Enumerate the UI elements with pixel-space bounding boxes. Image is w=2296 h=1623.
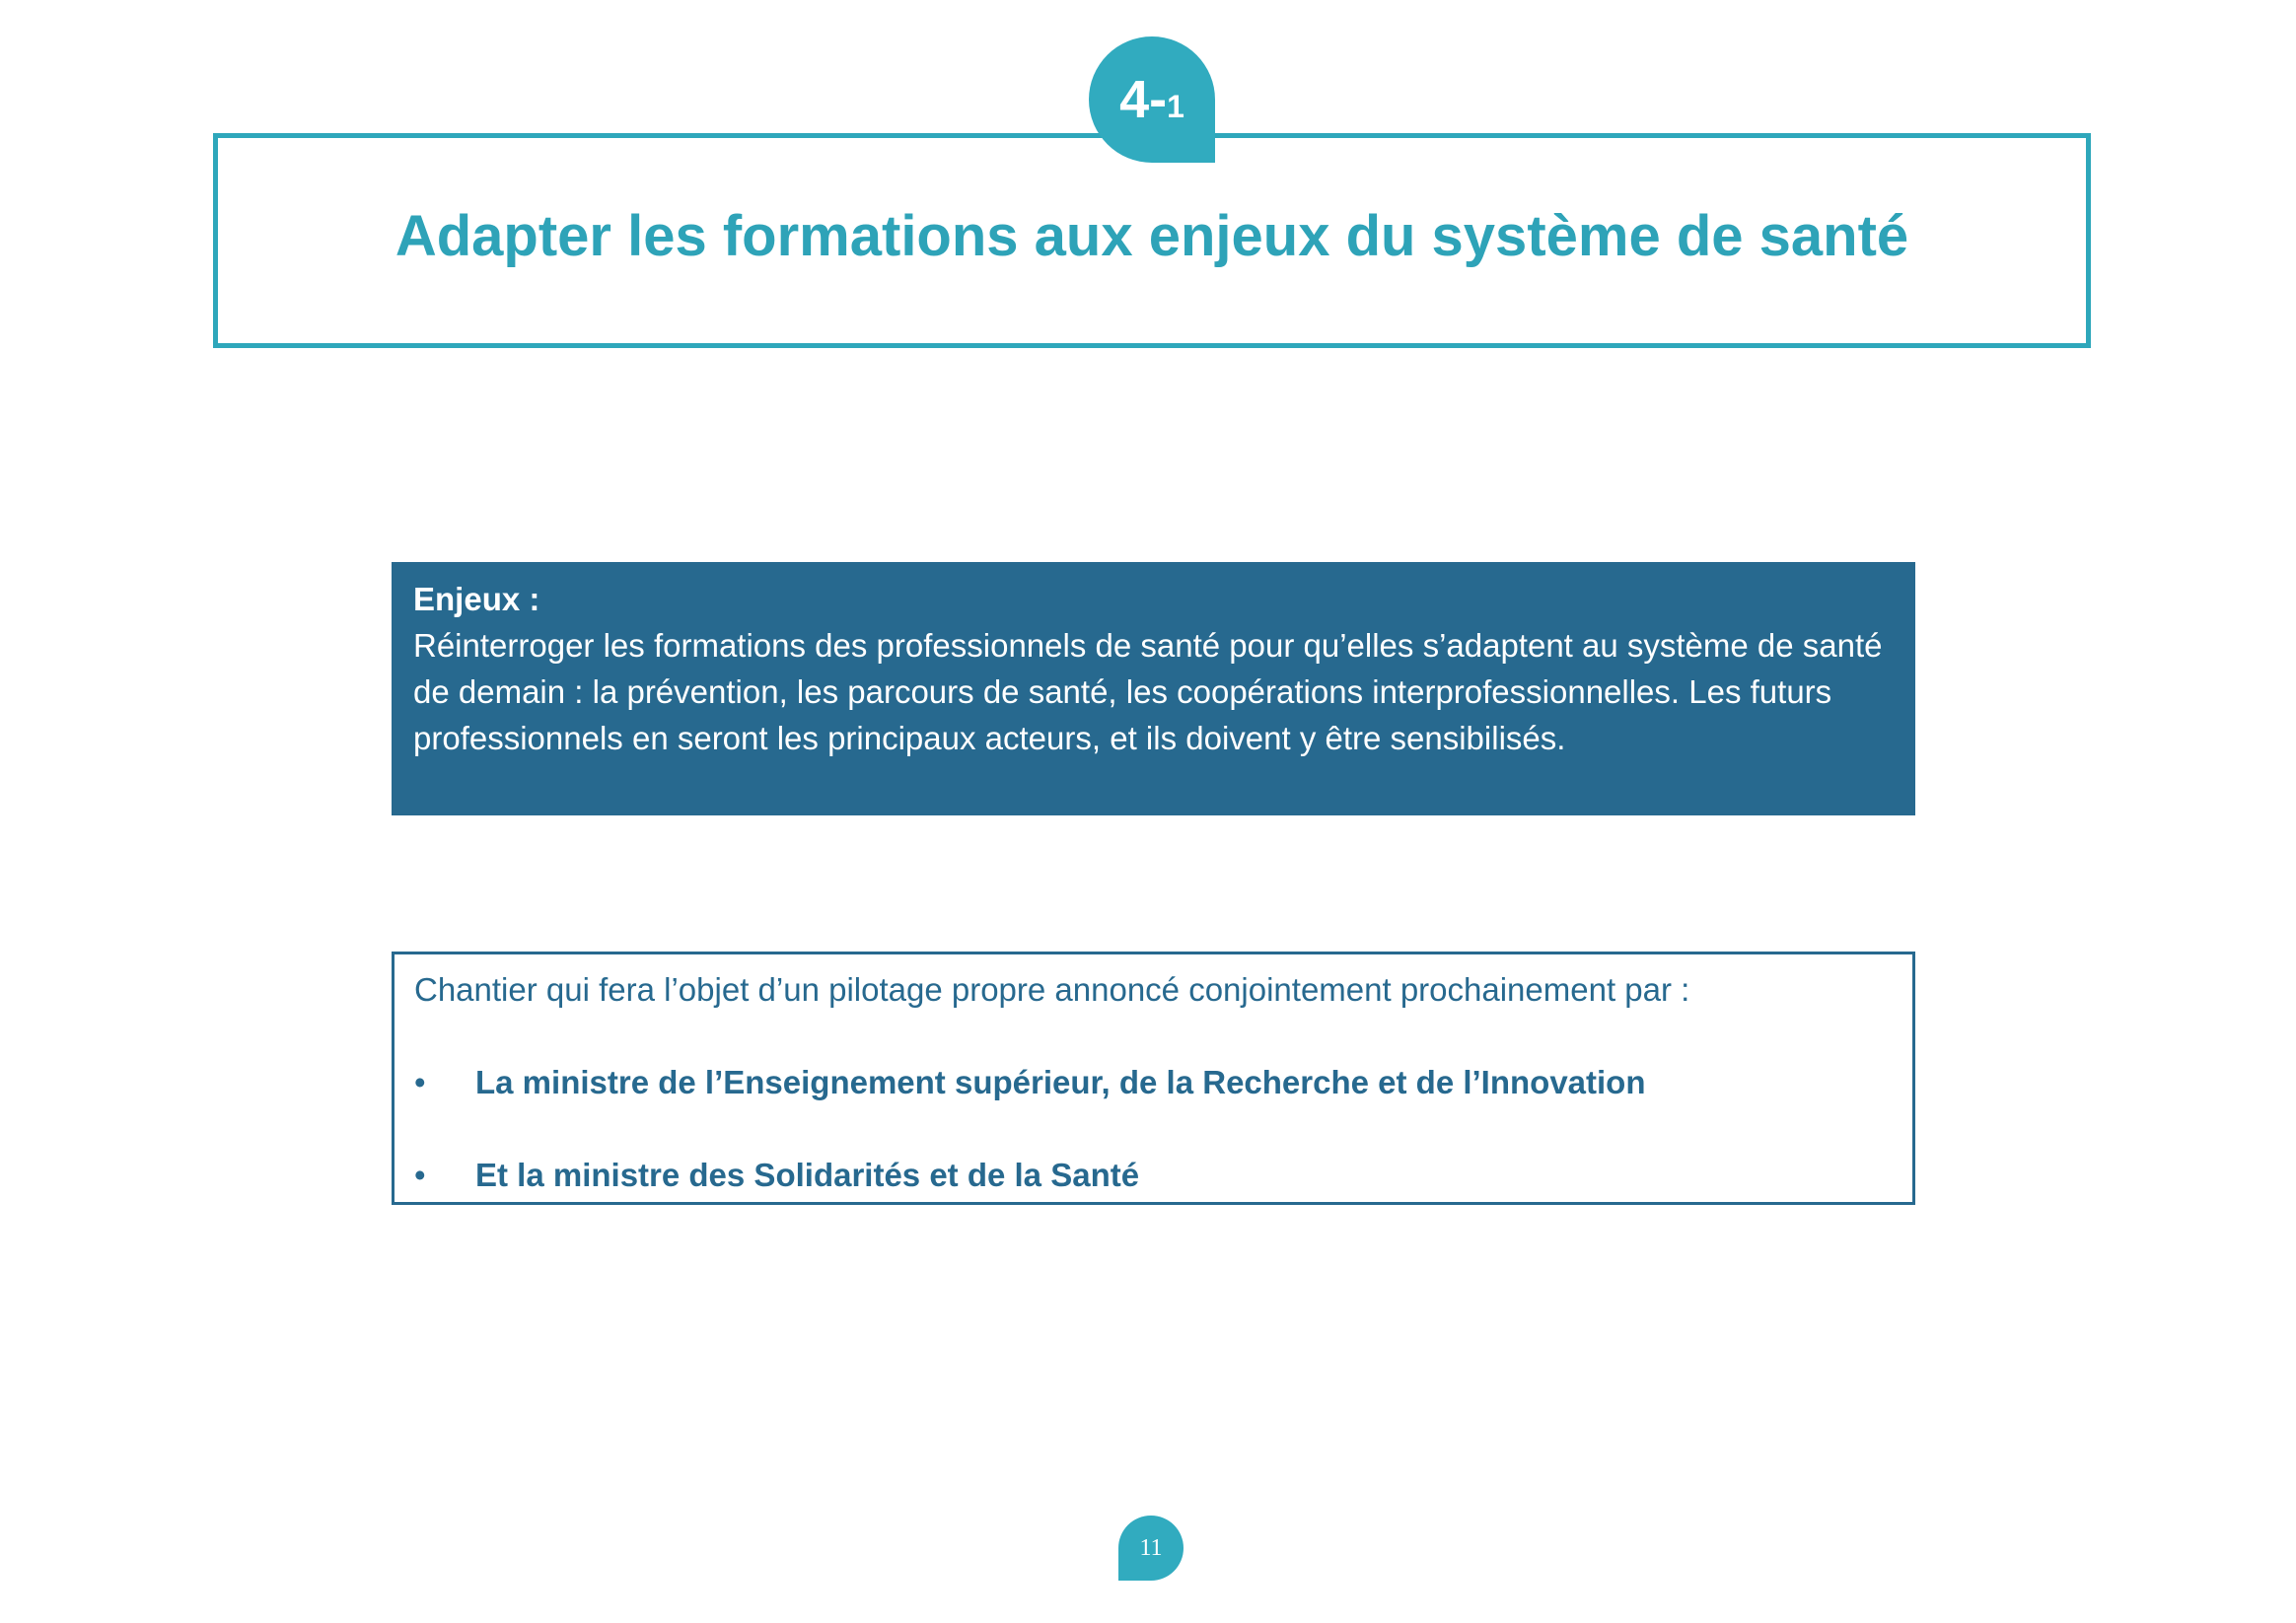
title-frame: [213, 133, 2091, 348]
list-item: [414, 1059, 1893, 1105]
chantier-box: [392, 952, 1915, 1205]
enjeux-heading: Enjeux :: [413, 581, 540, 617]
chantier-intro: Chantier qui fera l’objet d’un pilotage propre annoncé conjointement prochainement par :: [414, 971, 1690, 1008]
bullet-text: Et la ministre des Solidarités et de la Santé: [475, 1157, 1140, 1193]
section-number-badge: [1089, 36, 1215, 163]
enjeux-body: Réinterroger les formations des professionnels de santé pour qu’elles s’adaptent au système de santé de demain : la prévention, les parcours de santé, les coopérations interprofessionnelles. Les futurs professionnels en seront les principaux acteurs, et ils doivent y être sensibilisés.: [413, 627, 1883, 756]
bullet-icon: •: [414, 1157, 426, 1193]
page-title: Adapter les formations aux enjeux du système de santé: [395, 203, 1909, 268]
bullet-icon: •: [414, 1064, 426, 1100]
enjeux-box: [392, 562, 1915, 815]
bullet-text: La ministre de l’Enseignement supérieur, de la Recherche et de l’Innovation: [475, 1064, 1646, 1100]
section-subnumber: 1: [1167, 89, 1184, 124]
page-number-badge: [1118, 1516, 1184, 1581]
list-item: [414, 1152, 1893, 1198]
page-number: 11: [1139, 1534, 1163, 1561]
section-number: 4-: [1119, 70, 1168, 129]
